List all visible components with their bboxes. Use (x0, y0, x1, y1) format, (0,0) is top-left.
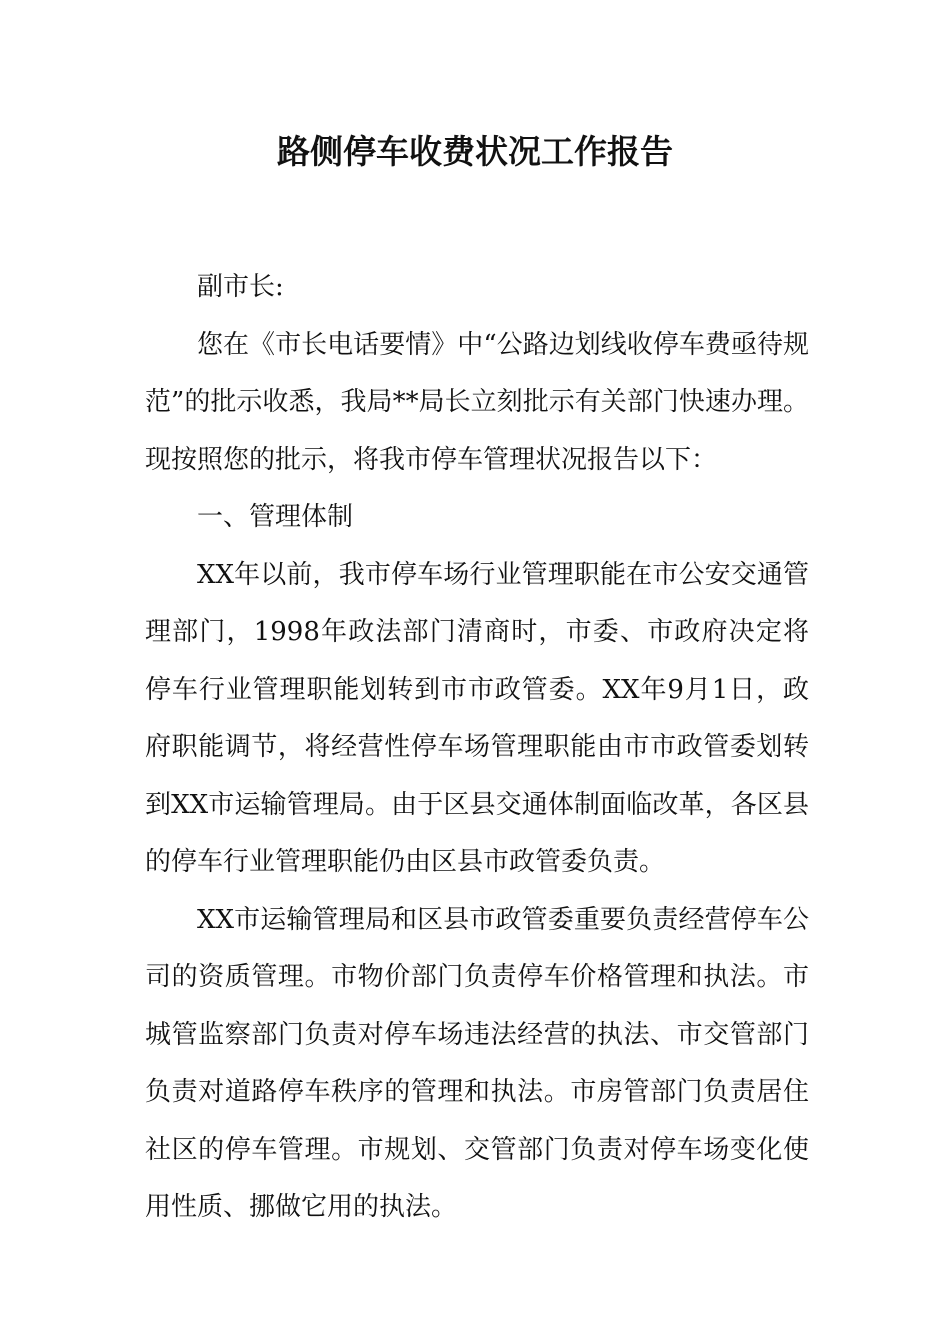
body-paragraph: XX年以前，我市停车场行业管理职能在市公安交通管理部门，1998年政法部门清商时，市委、市政府决定将停车行业管理职能划转到市市政管委。XX年9月1日，政府职能调节，将经营性停车场管理职能由市市政管委划转到XX市运输管理局。由于区县交通体制面临改革，各区县的停车行业管理职能仍由区县市政管委负责。 (145, 559, 809, 877)
body-paragraph: XX市运输管理局和区县市政管委重要负责经营停车公司的资质管理。市物价部门负责停车价格管理和执法。市城管监察部门负责对停车场违法经营的执法、市交管部门负责对道路停车秩序的管理和执法。市房管部门负责居住社区的停车管理。市规划、交管部门负责对停车场变化使用性质、挪做它用的执法。 (145, 904, 809, 1222)
intro-paragraph: 您在《市长电话要情》中“公路边划线收停车费亟待规范”的批示收悉，我局**局长立刻批示有关部门快速办理。现按照您的批示，将我市停车管理状况报告以下： (145, 329, 809, 475)
salutation-paragraph: 副市长: (197, 272, 284, 302)
document-body (145, 259, 809, 1237)
document-title: 路侧停车收费状况工作报告 (277, 132, 673, 171)
section-heading: 一、管理体制 (197, 502, 354, 532)
